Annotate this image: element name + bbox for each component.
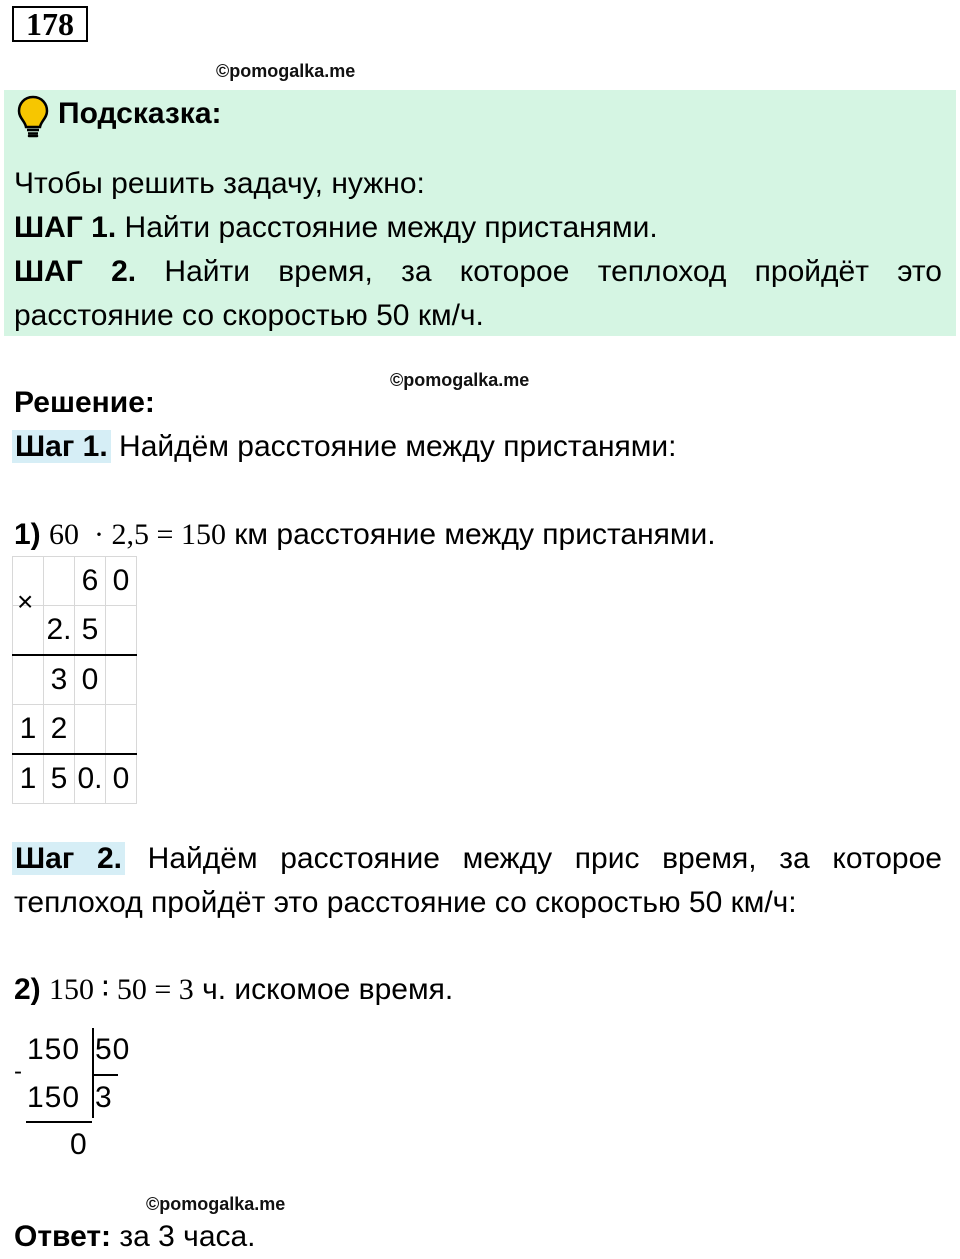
mult-cell: 5 (75, 606, 106, 656)
hint-step2-text: Найти время, за которое теплоход пройдёт это (164, 255, 942, 288)
mult-cell: 3 (44, 655, 75, 705)
watermark: ©pomogalka.me (216, 61, 356, 81)
remainder: 0 (70, 1128, 88, 1161)
eq1-text: км расстояние между пристанями. (234, 518, 716, 551)
step1-label: Шаг 1. (12, 430, 111, 463)
mult-cell: 0 (75, 655, 106, 705)
answer-label: Ответ: (14, 1220, 112, 1253)
multiply-sign: × (17, 586, 34, 617)
division-bar-horizontal (92, 1074, 118, 1076)
task-number: 178 (12, 6, 88, 42)
mult-cell (13, 655, 44, 705)
mult-cell: 6 (75, 557, 106, 606)
mult-cell: 2. (44, 606, 75, 656)
divisor: 50 (95, 1033, 131, 1066)
solution-title: Решение: (14, 386, 155, 419)
solution-step2-line1 (12, 837, 942, 881)
step1-text: Найдём расстояние между пристанями: (119, 430, 677, 463)
hint-step1-label: ШАГ 1. (14, 211, 117, 244)
quotient: 3 (95, 1081, 113, 1114)
eq1-label: 1) (14, 518, 41, 551)
mult-cell: 5 (44, 754, 75, 804)
answer (14, 1215, 256, 1259)
watermark: ©pomogalka.me (390, 370, 530, 390)
mult-cell: 1 (13, 705, 44, 755)
mult-cell: 0. (75, 754, 106, 804)
hint-step2-line1 (14, 250, 942, 294)
mult-cell (44, 557, 75, 606)
step2-text: Найдём расстояние между прис время, за которое (147, 842, 942, 875)
mult-cell (106, 655, 137, 705)
mult-cell: 0 (106, 557, 137, 606)
solution-step2-line2: теплоход пройдёт это расстояние со скоростью 50 км/ч: (14, 886, 797, 919)
mult-cell (106, 606, 137, 656)
equation-2 (14, 968, 453, 1012)
answer-text: за 3 часа. (119, 1220, 256, 1253)
mult-cell: 2 (44, 705, 75, 755)
hint-step1-text: Найти расстояние между пристанями. (124, 211, 658, 244)
mult-cell: 1 (13, 754, 44, 804)
eq2-label: 2) (14, 973, 41, 1006)
eq1-math: 60 · 2,5 = 150 (49, 518, 226, 551)
division-bar-vertical (92, 1028, 94, 1118)
mult-cell (106, 705, 137, 755)
eq2-math: 150 ∶ 50 = 3 (49, 973, 194, 1006)
subtraction-line (26, 1121, 92, 1123)
hint-step1 (14, 206, 658, 250)
step2-label: Шаг 2. (12, 842, 125, 875)
equation-1 (14, 513, 716, 557)
solution-step1 (12, 425, 677, 469)
hint-title: Подсказка: (58, 97, 222, 130)
lightbulb-icon (16, 94, 50, 138)
hint-step2-line2: расстояние со скоростью 50 км/ч. (14, 299, 484, 332)
eq2-text: ч. искомое время. (202, 973, 454, 1006)
dividend: 150 (27, 1033, 81, 1066)
minus-sign: - (14, 1058, 22, 1085)
mult-cell (75, 705, 106, 755)
watermark: ©pomogalka.me (146, 1194, 286, 1214)
hint-intro: Чтобы решить задачу, нужно: (14, 167, 425, 200)
hint-step2-label: ШАГ 2. (14, 255, 137, 288)
mult-cell: 0 (106, 754, 137, 804)
subtrahend: 150 (27, 1081, 81, 1114)
